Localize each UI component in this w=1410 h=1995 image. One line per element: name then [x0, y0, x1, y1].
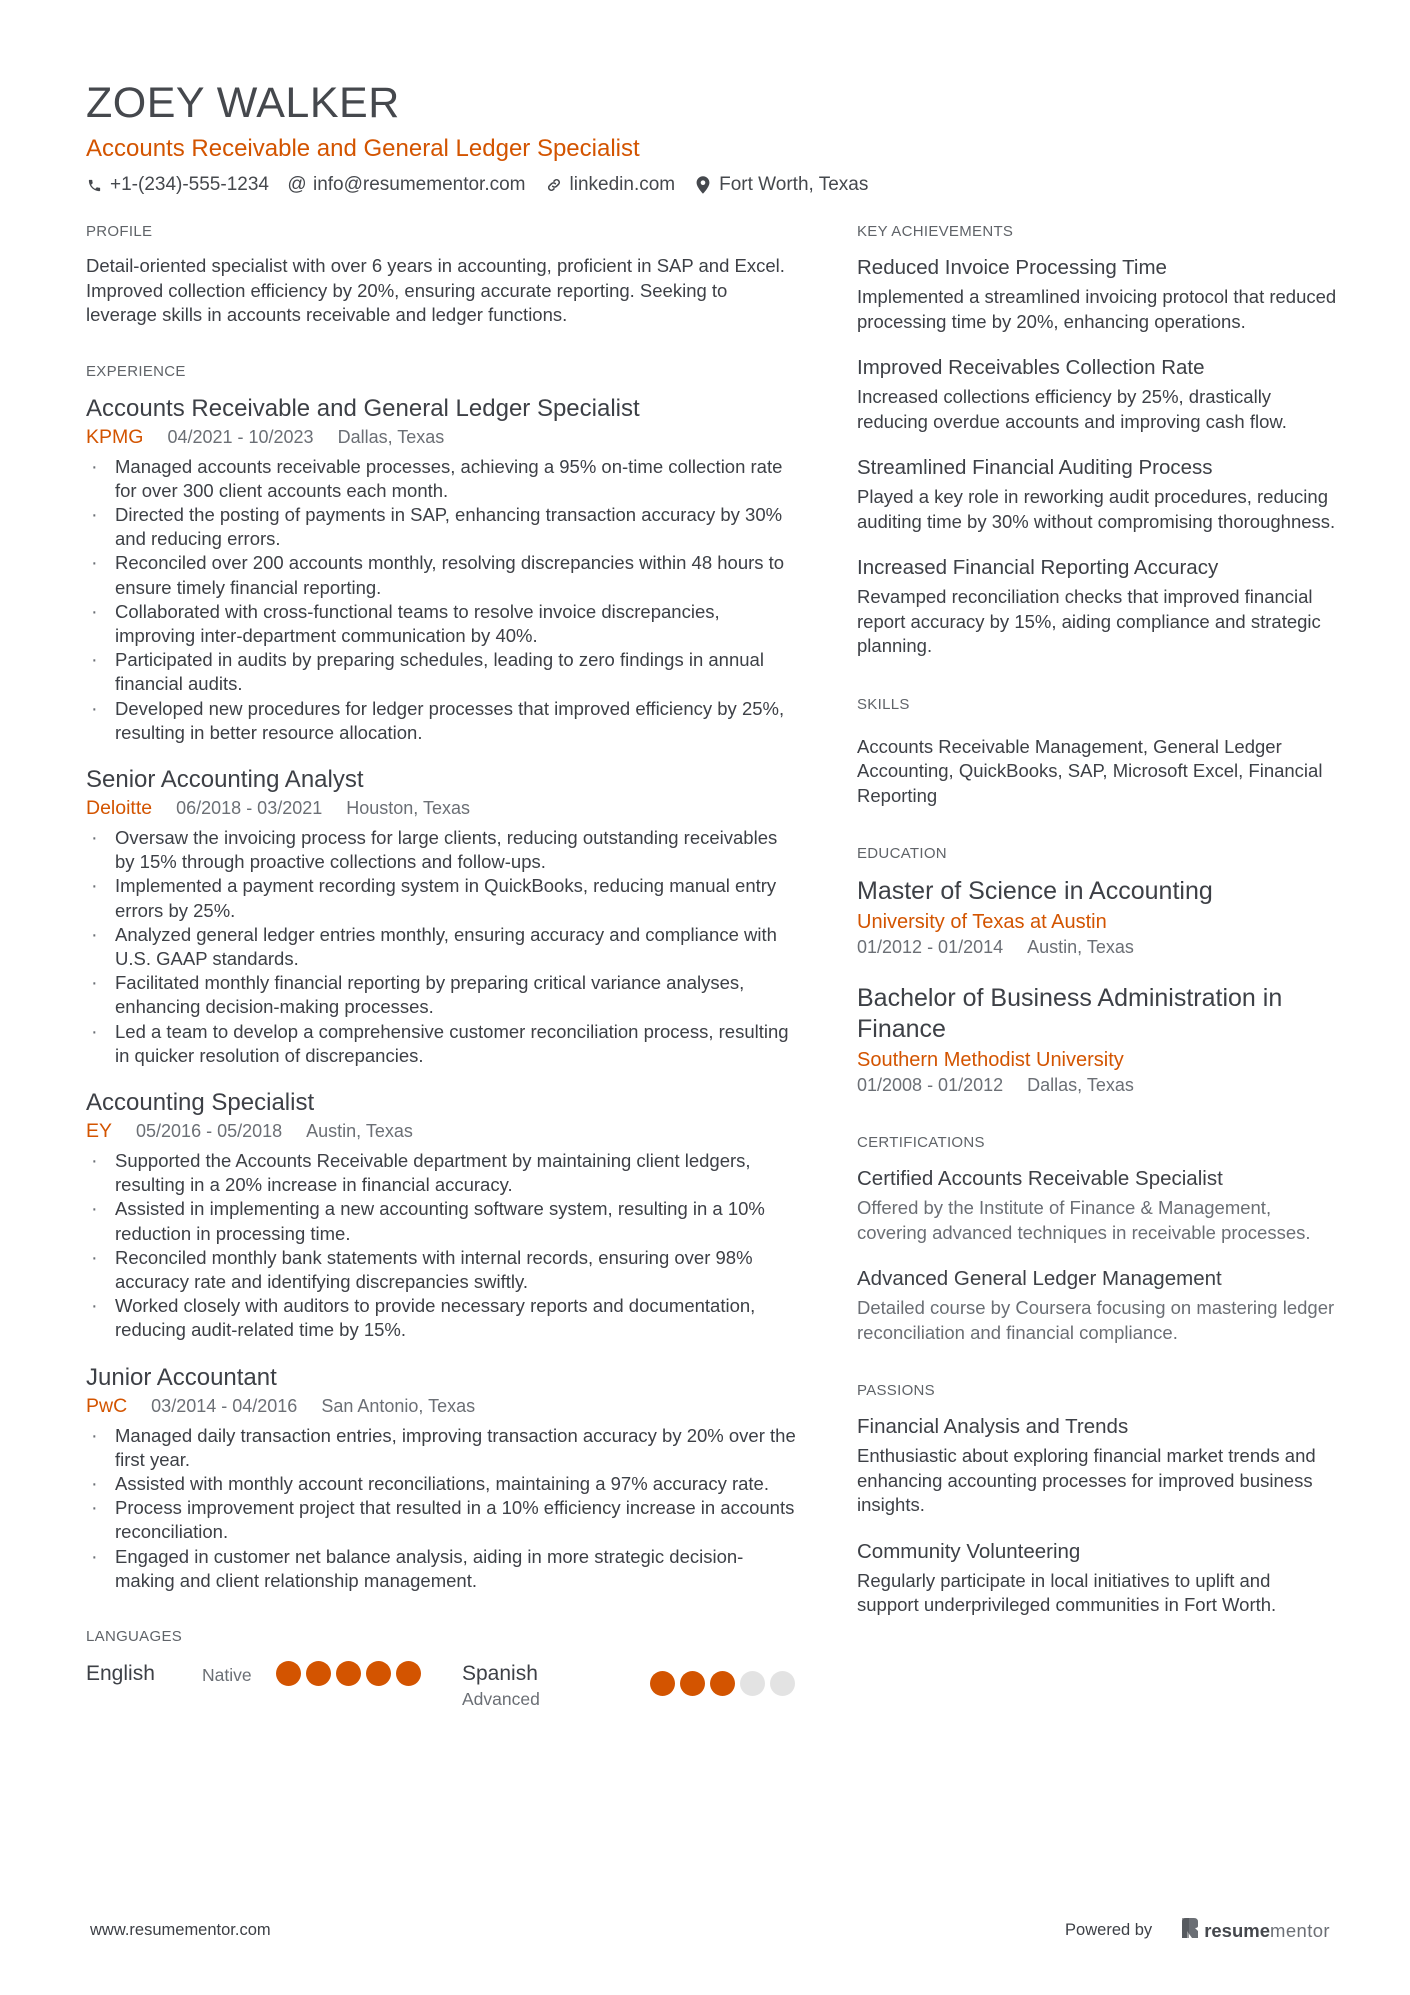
job-dates: 03/2014 - 04/2016: [151, 1395, 298, 1416]
job-dates: 06/2018 - 03/2021: [176, 797, 323, 818]
candidate-name: ZOEY WALKER: [86, 79, 400, 127]
job-bullet: · Reconciled monthly bank statements with internal records, ensuring over 98% accuracy rate and identifying discrepancies swiftly.: [86, 1246, 798, 1294]
language-item: [86, 1661, 462, 1711]
achievement-title: Improved Receivables Collection Rate: [857, 356, 1205, 379]
job-entry: [86, 765, 798, 1068]
job-bullet: · Managed accounts receivable processes, achieving a 95% on-time collection rate for over 300 client accounts each month.: [86, 455, 798, 503]
passion-item: [857, 1538, 1337, 1618]
page-footer: [90, 1918, 1330, 1943]
footer-website-link[interactable]: www.resumementor.com: [90, 1921, 271, 1939]
rating-dot-filled: [366, 1661, 391, 1686]
job-location: Houston, Texas: [346, 797, 471, 818]
job-bullet: · Participated in audits by preparing schedules, leading to zero findings in annual financial audits.: [86, 648, 798, 696]
job-title: Accounts Receivable and General Ledger Specialist: [86, 394, 640, 422]
contact-linkedin[interactable]: [546, 172, 676, 198]
certification-desc: Detailed course by Coursera focusing on mastering ledger reconciliation and financial compliance.: [857, 1297, 1335, 1343]
achievement-item: [857, 354, 1337, 434]
section-label-languages: LANGUAGES: [86, 1628, 183, 1646]
job-bullet: · Supported the Accounts Receivable department by maintaining client ledgers, resulting in a 20% increase in financial accuracy.: [86, 1149, 798, 1197]
section-label-passions: PASSIONS: [857, 1382, 935, 1399]
language-text: [462, 1661, 650, 1711]
right-column: [857, 222, 1337, 1618]
powered-by: [1065, 1918, 1330, 1943]
job-entry: [86, 1088, 798, 1343]
job-dates: 04/2021 - 10/2023: [167, 426, 314, 447]
brand-logo-icon: [1182, 1918, 1198, 1943]
education-meta: [857, 935, 1337, 959]
job-bullet: · Analyzed general ledger entries monthly, ensuring accuracy and compliance with U.S. GAAP standards.: [86, 923, 798, 971]
passion-desc: Enthusiastic about exploring financial market trends and enhancing accounting processes for improved business insights.: [857, 1445, 1316, 1515]
passion-desc: Regularly participate in local initiatives to uplift and support underprivileged communities in Fort Worth.: [857, 1569, 1277, 1615]
languages-section: [86, 1627, 798, 1711]
job-entry: [86, 394, 798, 745]
brand-name-bold: resume: [1204, 1919, 1271, 1941]
job-bullet: · Directed the posting of payments in SAP, enhancing transaction accuracy by 30% and reducing errors.: [86, 503, 798, 551]
contact-email[interactable]: [289, 172, 526, 198]
section-label-skills: SKILLS: [857, 695, 910, 713]
certification-title: Certified Accounts Receivable Specialist: [857, 1167, 1223, 1190]
certification-desc: Offered by the Institute of Finance & Management, covering advanced techniques in receivable processes.: [857, 1197, 1311, 1243]
rating-dot-filled: [710, 1671, 735, 1696]
passions-section: [857, 1381, 1337, 1618]
achievement-item: [857, 254, 1337, 334]
candidate-title: Accounts Receivable and General Ledger Specialist: [86, 135, 640, 162]
job-title: Accounting Specialist: [86, 1088, 315, 1116]
left-column: [86, 222, 798, 1711]
certification-item: [857, 1265, 1337, 1345]
passion-title: Financial Analysis and Trends: [857, 1415, 1129, 1438]
section-label-achievements: KEY ACHIEVEMENTS: [857, 223, 1014, 240]
achievement-title: Increased Financial Reporting Accuracy: [857, 556, 1219, 579]
education-degree: Master of Science in Accounting: [857, 877, 1213, 905]
certifications-section: [857, 1133, 1337, 1345]
achievement-desc: Revamped reconciliation checks that improved financial report accuracy by 15%, aiding compliance and strategic planning.: [857, 586, 1321, 656]
job-bullet: · Assisted with monthly account reconciliations, maintaining a 97% accuracy rate.: [86, 1472, 798, 1496]
job-meta: [86, 796, 798, 820]
achievement-title: Reduced Invoice Processing Time: [857, 256, 1167, 279]
powered-by-label: Powered by: [1065, 1921, 1153, 1939]
job-title: Junior Accountant: [86, 1363, 277, 1391]
rating-dot-filled: [650, 1671, 675, 1696]
section-label-education: EDUCATION: [857, 845, 947, 862]
job-bullet: · Reconciled over 200 accounts monthly, resolving discrepancies within 48 hours to ensure timely financial reporting.: [86, 551, 798, 599]
job-company: PwC: [86, 1394, 128, 1417]
language-level: Advanced: [462, 1689, 540, 1710]
section-label-experience: EXPERIENCE: [86, 362, 186, 380]
job-title: Senior Accounting Analyst: [86, 765, 364, 793]
contact-linkedin-text: linkedin.com: [569, 174, 676, 195]
phone-icon: [86, 176, 102, 194]
job-bullet: · Oversaw the invoicing process for large clients, reducing outstanding receivables by 15% through proactive collections and follow-ups.: [86, 826, 798, 874]
passion-item: [857, 1413, 1337, 1518]
job-meta: [86, 425, 798, 449]
contact-location-text: Fort Worth, Texas: [719, 174, 869, 195]
job-bullets: [86, 1149, 798, 1343]
job-bullet: · Engaged in customer net balance analysis, aiding in more strategic decision-making and client relationship management.: [86, 1545, 798, 1593]
achievement-desc: Played a key role in reworking audit procedures, reducing auditing time by 30% without compromising thoroughness.: [857, 486, 1336, 532]
rating-dot-filled: [276, 1661, 301, 1686]
job-bullet: · Process improvement project that resulted in a 10% efficiency increase in accounts reconciliation.: [86, 1496, 798, 1544]
skills-section: [857, 695, 1337, 809]
achievement-item: [857, 454, 1337, 534]
contact-bar: [86, 172, 1346, 198]
rating-dot-filled: [396, 1661, 421, 1686]
achievement-item: [857, 554, 1337, 659]
job-bullets: [86, 826, 798, 1068]
achievements-section: [857, 222, 1337, 659]
rating-dot-empty: [770, 1671, 795, 1696]
job-location: San Antonio, Texas: [321, 1395, 476, 1416]
job-bullets: [86, 455, 798, 745]
profile-section: [86, 222, 798, 328]
section-label-certifications: CERTIFICATIONS: [857, 1134, 985, 1151]
passion-title: Community Volunteering: [857, 1539, 1081, 1563]
job-company: EY: [86, 1119, 113, 1142]
certification-title: Advanced General Ledger Management: [857, 1267, 1222, 1290]
certification-item: [857, 1165, 1337, 1245]
brand-logo[interactable]: [1182, 1918, 1330, 1943]
job-bullets: [86, 1424, 798, 1593]
education-item: [857, 876, 1337, 959]
job-company: Deloitte: [86, 796, 153, 819]
education-location: Dallas, Texas: [1027, 1075, 1134, 1095]
contact-location: [695, 172, 868, 198]
brand-name-light: mentor: [1270, 1919, 1330, 1941]
contact-phone[interactable]: [86, 172, 269, 198]
education-section: [857, 844, 1337, 1097]
resume-header: [86, 78, 1346, 198]
job-entry: [86, 1363, 798, 1593]
job-bullet: · Implemented a payment recording system in QuickBooks, reducing manual entry errors by 25%.: [86, 874, 798, 922]
job-location: Austin, Texas: [306, 1120, 413, 1141]
job-bullet: · Led a team to develop a comprehensive customer reconciliation process, resulting in quicker resolution of discrepancies.: [86, 1020, 798, 1068]
rating-dot-filled: [306, 1661, 331, 1686]
job-location: Dallas, Texas: [337, 426, 445, 447]
education-dates: 01/2008 - 01/2012: [857, 1075, 1004, 1095]
education-meta: [857, 1073, 1337, 1097]
language-rating: [276, 1661, 421, 1686]
job-dates: 05/2016 - 05/2018: [136, 1120, 283, 1141]
job-bullet: · Facilitated monthly financial reporting by preparing critical variance analyses, enhancing decision-making processes.: [86, 971, 798, 1019]
language-level: Native: [202, 1665, 252, 1686]
education-location: Austin, Texas: [1027, 937, 1134, 957]
job-meta: [86, 1394, 798, 1418]
profile-text: Detail-oriented specialist with over 6 years in accounting, proficient in SAP and Excel. Improved collection efficiency by 20%, ensuring accurate reporting. Seeking to leverage skills in accounts receivable and ledger functions.: [86, 255, 785, 325]
education-school: Southern Methodist University: [857, 1049, 1124, 1071]
experience-section: [86, 362, 798, 1594]
rating-dot-filled: [680, 1671, 705, 1696]
achievement-desc: Increased collections efficiency by 25%, drastically reducing overdue accounts and improving cash flow.: [857, 386, 1287, 432]
at-icon: @: [287, 174, 307, 195]
languages-list: [86, 1661, 798, 1711]
language-rating: [650, 1671, 795, 1696]
language-name: English: [86, 1662, 155, 1686]
rating-dot-empty: [740, 1671, 765, 1696]
language-name: Spanish: [462, 1662, 538, 1686]
education-item: [857, 983, 1337, 1097]
achievement-title: Streamlined Financial Auditing Process: [857, 456, 1213, 479]
job-company: KPMG: [86, 425, 144, 448]
education-dates: 01/2012 - 01/2014: [857, 937, 1004, 957]
job-bullet: · Developed new procedures for ledger processes that improved efficiency by 25%, resulting in better resource allocation.: [86, 697, 798, 745]
education-degree: Bachelor of Business Administration in Finance: [857, 984, 1283, 1043]
education-school: University of Texas at Austin: [857, 911, 1107, 933]
job-meta: [86, 1119, 798, 1143]
section-label-profile: PROFILE: [86, 223, 153, 240]
job-bullet: · Collaborated with cross-functional teams to resolve invoice discrepancies, improving inter-department communication by 40%.: [86, 600, 798, 648]
link-icon: [546, 176, 562, 194]
skills-text: Accounts Receivable Management, General Ledger Accounting, QuickBooks, SAP, Microsoft Excel, Financial Reporting: [857, 735, 1323, 806]
job-bullet: · Worked closely with auditors to provide necessary reports and documentation, reducing audit-related time by 15%.: [86, 1294, 798, 1342]
achievement-desc: Implemented a streamlined invoicing protocol that reduced processing time by 20%, enhancing operations.: [857, 286, 1337, 332]
rating-dot-filled: [336, 1661, 361, 1686]
contact-email-text: info@resumementor.com: [312, 174, 526, 195]
location-pin-icon: [695, 176, 711, 194]
job-bullet: · Managed daily transaction entries, improving transaction accuracy by 20% over the first year.: [86, 1424, 798, 1472]
contact-phone-text: +1-(234)-555-1234: [110, 174, 269, 195]
job-bullet: · Assisted in implementing a new accounting software system, resulting in a 10% reduction in processing time.: [86, 1197, 798, 1245]
language-item: [462, 1661, 798, 1711]
